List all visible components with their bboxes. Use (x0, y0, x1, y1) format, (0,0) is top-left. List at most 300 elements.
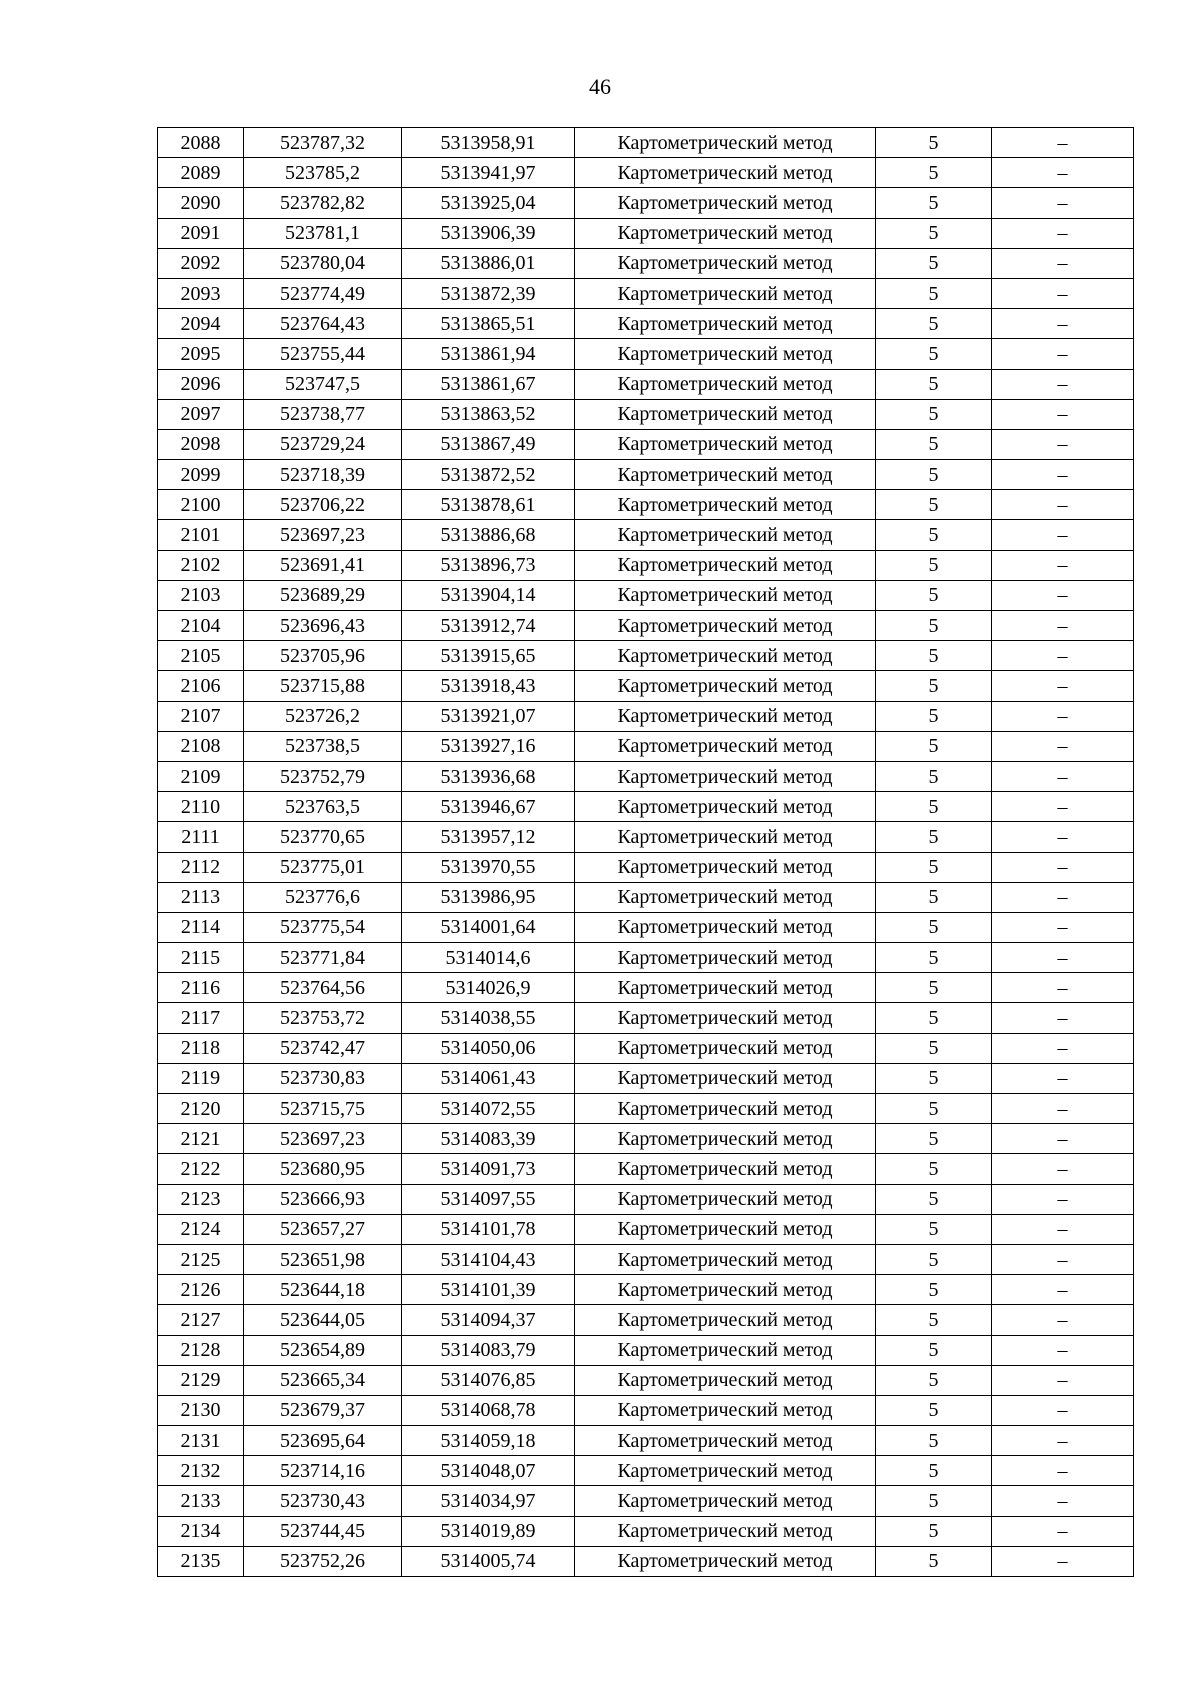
method-cell: Картометрический метод (575, 1184, 876, 1214)
table-row (158, 1365, 1134, 1395)
description-cell: – (992, 429, 1134, 459)
x-coordinate-cell: 523764,56 (244, 973, 402, 1003)
method-cell: Картометрический метод (575, 1003, 876, 1033)
method-cell: Картометрический метод (575, 1305, 876, 1335)
point-number-cell: 2104 (158, 611, 244, 641)
x-coordinate-cell: 523763,5 (244, 792, 402, 822)
point-number-cell: 2106 (158, 671, 244, 701)
point-number-cell: 2111 (158, 822, 244, 852)
point-number-cell: 2091 (158, 218, 244, 248)
y-coordinate-cell: 5313946,67 (402, 792, 575, 822)
accuracy-cell: 5 (876, 550, 992, 580)
point-number-cell: 2108 (158, 731, 244, 761)
accuracy-cell: 5 (876, 248, 992, 278)
method-cell: Картометрический метод (575, 429, 876, 459)
y-coordinate-cell: 5314072,55 (402, 1094, 575, 1124)
table-row (158, 1516, 1134, 1546)
method-cell: Картометрический метод (575, 1063, 876, 1093)
y-coordinate-cell: 5313921,07 (402, 701, 575, 731)
y-coordinate-cell: 5314083,39 (402, 1124, 575, 1154)
accuracy-cell: 5 (876, 339, 992, 369)
table-row (158, 1154, 1134, 1184)
description-cell: – (992, 1094, 1134, 1124)
point-number-cell: 2089 (158, 158, 244, 188)
accuracy-cell: 5 (876, 761, 992, 791)
accuracy-cell: 5 (876, 1365, 992, 1395)
description-cell: – (992, 671, 1134, 701)
description-cell: – (992, 761, 1134, 791)
accuracy-cell: 5 (876, 1335, 992, 1365)
y-coordinate-cell: 5314034,97 (402, 1486, 575, 1516)
x-coordinate-cell: 523726,2 (244, 701, 402, 731)
x-coordinate-cell: 523679,37 (244, 1395, 402, 1425)
method-cell: Картометрический метод (575, 973, 876, 1003)
point-number-cell: 2100 (158, 490, 244, 520)
x-coordinate-cell: 523665,34 (244, 1365, 402, 1395)
accuracy-cell: 5 (876, 460, 992, 490)
description-cell: – (992, 128, 1134, 158)
method-cell: Картометрический метод (575, 731, 876, 761)
y-coordinate-cell: 5314094,37 (402, 1305, 575, 1335)
y-coordinate-cell: 5314001,64 (402, 912, 575, 942)
description-cell: – (992, 399, 1134, 429)
table-row (158, 1486, 1134, 1516)
point-number-cell: 2122 (158, 1154, 244, 1184)
x-coordinate-cell: 523657,27 (244, 1214, 402, 1244)
point-number-cell: 2096 (158, 369, 244, 399)
x-coordinate-cell: 523771,84 (244, 943, 402, 973)
y-coordinate-cell: 5314101,78 (402, 1214, 575, 1244)
description-cell: – (992, 731, 1134, 761)
accuracy-cell: 5 (876, 580, 992, 610)
accuracy-cell: 5 (876, 188, 992, 218)
method-cell: Картометрический метод (575, 309, 876, 339)
y-coordinate-cell: 5314061,43 (402, 1063, 575, 1093)
description-cell: – (992, 248, 1134, 278)
method-cell: Картометрический метод (575, 520, 876, 550)
point-number-cell: 2088 (158, 128, 244, 158)
y-coordinate-cell: 5313925,04 (402, 188, 575, 218)
method-cell: Картометрический метод (575, 822, 876, 852)
x-coordinate-cell: 523738,77 (244, 399, 402, 429)
description-cell: – (992, 1244, 1134, 1274)
accuracy-cell: 5 (876, 1244, 992, 1274)
method-cell: Картометрический метод (575, 1546, 876, 1576)
x-coordinate-cell: 523730,43 (244, 1486, 402, 1516)
accuracy-cell: 5 (876, 882, 992, 912)
accuracy-cell: 5 (876, 218, 992, 248)
y-coordinate-cell: 5314048,07 (402, 1456, 575, 1486)
accuracy-cell: 5 (876, 973, 992, 1003)
accuracy-cell: 5 (876, 1094, 992, 1124)
y-coordinate-cell: 5313918,43 (402, 671, 575, 701)
point-number-cell: 2123 (158, 1184, 244, 1214)
coordinates-table-body (158, 128, 1134, 1577)
accuracy-cell: 5 (876, 1275, 992, 1305)
description-cell: – (992, 369, 1134, 399)
table-row (158, 912, 1134, 942)
accuracy-cell: 5 (876, 429, 992, 459)
point-number-cell: 2129 (158, 1365, 244, 1395)
table-row (158, 460, 1134, 490)
table-row (158, 641, 1134, 671)
table-row (158, 671, 1134, 701)
table-row (158, 248, 1134, 278)
table-row (158, 852, 1134, 882)
x-coordinate-cell: 523752,26 (244, 1546, 402, 1576)
accuracy-cell: 5 (876, 158, 992, 188)
y-coordinate-cell: 5314101,39 (402, 1275, 575, 1305)
accuracy-cell: 5 (876, 1395, 992, 1425)
description-cell: – (992, 490, 1134, 520)
method-cell: Картометрический метод (575, 852, 876, 882)
table-row (158, 1456, 1134, 1486)
y-coordinate-cell: 5314019,89 (402, 1516, 575, 1546)
table-row (158, 822, 1134, 852)
table-row (158, 429, 1134, 459)
y-coordinate-cell: 5314005,74 (402, 1546, 575, 1576)
x-coordinate-cell: 523747,5 (244, 369, 402, 399)
point-number-cell: 2109 (158, 761, 244, 791)
table-row (158, 128, 1134, 158)
y-coordinate-cell: 5314059,18 (402, 1426, 575, 1456)
point-number-cell: 2135 (158, 1546, 244, 1576)
table-row (158, 1244, 1134, 1274)
y-coordinate-cell: 5313927,16 (402, 731, 575, 761)
accuracy-cell: 5 (876, 943, 992, 973)
x-coordinate-cell: 523715,88 (244, 671, 402, 701)
method-cell: Картометрический метод (575, 761, 876, 791)
table-row (158, 490, 1134, 520)
description-cell: – (992, 580, 1134, 610)
method-cell: Картометрический метод (575, 1154, 876, 1184)
description-cell: – (992, 792, 1134, 822)
accuracy-cell: 5 (876, 1516, 992, 1546)
accuracy-cell: 5 (876, 520, 992, 550)
y-coordinate-cell: 5313886,68 (402, 520, 575, 550)
method-cell: Картометрический метод (575, 1094, 876, 1124)
y-coordinate-cell: 5313878,61 (402, 490, 575, 520)
point-number-cell: 2114 (158, 912, 244, 942)
description-cell: – (992, 1275, 1134, 1305)
method-cell: Картометрический метод (575, 1214, 876, 1244)
point-number-cell: 2112 (158, 852, 244, 882)
table-row (158, 1214, 1134, 1244)
y-coordinate-cell: 5314038,55 (402, 1003, 575, 1033)
method-cell: Картометрический метод (575, 912, 876, 942)
accuracy-cell: 5 (876, 1124, 992, 1154)
point-number-cell: 2128 (158, 1335, 244, 1365)
description-cell: – (992, 1154, 1134, 1184)
point-number-cell: 2119 (158, 1063, 244, 1093)
accuracy-cell: 5 (876, 128, 992, 158)
table-row (158, 1094, 1134, 1124)
method-cell: Картометрический метод (575, 1335, 876, 1365)
table-row (158, 399, 1134, 429)
accuracy-cell: 5 (876, 792, 992, 822)
method-cell: Картометрический метод (575, 218, 876, 248)
x-coordinate-cell: 523718,39 (244, 460, 402, 490)
description-cell: – (992, 1395, 1134, 1425)
method-cell: Картометрический метод (575, 339, 876, 369)
description-cell: – (992, 1214, 1134, 1244)
y-coordinate-cell: 5313872,52 (402, 460, 575, 490)
method-cell: Картометрический метод (575, 188, 876, 218)
description-cell: – (992, 1516, 1134, 1546)
table-row (158, 550, 1134, 580)
method-cell: Картометрический метод (575, 1456, 876, 1486)
table-row (158, 1335, 1134, 1365)
method-cell: Картометрический метод (575, 1124, 876, 1154)
method-cell: Картометрический метод (575, 1365, 876, 1395)
accuracy-cell: 5 (876, 852, 992, 882)
x-coordinate-cell: 523776,6 (244, 882, 402, 912)
table-row (158, 701, 1134, 731)
table-row (158, 1395, 1134, 1425)
point-number-cell: 2097 (158, 399, 244, 429)
accuracy-cell: 5 (876, 1214, 992, 1244)
table-row (158, 520, 1134, 550)
x-coordinate-cell: 523774,49 (244, 278, 402, 308)
method-cell: Картометрический метод (575, 158, 876, 188)
x-coordinate-cell: 523680,95 (244, 1154, 402, 1184)
point-number-cell: 2102 (158, 550, 244, 580)
y-coordinate-cell: 5313867,49 (402, 429, 575, 459)
description-cell: – (992, 943, 1134, 973)
method-cell: Картометрический метод (575, 1244, 876, 1274)
point-number-cell: 2115 (158, 943, 244, 973)
point-number-cell: 2094 (158, 309, 244, 339)
description-cell: – (992, 550, 1134, 580)
method-cell: Картометрический метод (575, 671, 876, 701)
x-coordinate-cell: 523705,96 (244, 641, 402, 671)
accuracy-cell: 5 (876, 1033, 992, 1063)
y-coordinate-cell: 5313861,67 (402, 369, 575, 399)
accuracy-cell: 5 (876, 611, 992, 641)
point-number-cell: 2095 (158, 339, 244, 369)
point-number-cell: 2117 (158, 1003, 244, 1033)
method-cell: Картометрический метод (575, 1395, 876, 1425)
method-cell: Картометрический метод (575, 490, 876, 520)
x-coordinate-cell: 523651,98 (244, 1244, 402, 1274)
y-coordinate-cell: 5314050,06 (402, 1033, 575, 1063)
description-cell: – (992, 912, 1134, 942)
accuracy-cell: 5 (876, 1003, 992, 1033)
x-coordinate-cell: 523781,1 (244, 218, 402, 248)
point-number-cell: 2131 (158, 1426, 244, 1456)
table-row (158, 188, 1134, 218)
table-row (158, 761, 1134, 791)
description-cell: – (992, 1003, 1134, 1033)
method-cell: Картометрический метод (575, 1275, 876, 1305)
method-cell: Картометрический метод (575, 278, 876, 308)
description-cell: – (992, 1486, 1134, 1516)
y-coordinate-cell: 5313936,68 (402, 761, 575, 791)
x-coordinate-cell: 523697,23 (244, 520, 402, 550)
point-number-cell: 2103 (158, 580, 244, 610)
table-row (158, 218, 1134, 248)
description-cell: – (992, 1305, 1134, 1335)
point-number-cell: 2105 (158, 641, 244, 671)
description-cell: – (992, 882, 1134, 912)
method-cell: Картометрический метод (575, 1516, 876, 1546)
method-cell: Картометрический метод (575, 943, 876, 973)
point-number-cell: 2132 (158, 1456, 244, 1486)
accuracy-cell: 5 (876, 1546, 992, 1576)
point-number-cell: 2098 (158, 429, 244, 459)
accuracy-cell: 5 (876, 1486, 992, 1516)
table-row (158, 580, 1134, 610)
method-cell: Картометрический метод (575, 611, 876, 641)
description-cell: – (992, 309, 1134, 339)
accuracy-cell: 5 (876, 399, 992, 429)
description-cell: – (992, 641, 1134, 671)
description-cell: – (992, 1184, 1134, 1214)
point-number-cell: 2124 (158, 1214, 244, 1244)
accuracy-cell: 5 (876, 1305, 992, 1335)
x-coordinate-cell: 523644,18 (244, 1275, 402, 1305)
point-number-cell: 2110 (158, 792, 244, 822)
x-coordinate-cell: 523770,65 (244, 822, 402, 852)
point-number-cell: 2093 (158, 278, 244, 308)
y-coordinate-cell: 5313872,39 (402, 278, 575, 308)
table-row (158, 1305, 1134, 1335)
x-coordinate-cell: 523715,75 (244, 1094, 402, 1124)
description-cell: – (992, 278, 1134, 308)
description-cell: – (992, 973, 1134, 1003)
page-number: 46 (589, 74, 611, 99)
y-coordinate-cell: 5314026,9 (402, 973, 575, 1003)
table-row (158, 973, 1134, 1003)
point-number-cell: 2118 (158, 1033, 244, 1063)
table-row (158, 611, 1134, 641)
accuracy-cell: 5 (876, 912, 992, 942)
description-cell: – (992, 852, 1134, 882)
point-number-cell: 2130 (158, 1395, 244, 1425)
point-number-cell: 2125 (158, 1244, 244, 1274)
x-coordinate-cell: 523706,22 (244, 490, 402, 520)
method-cell: Картометрический метод (575, 580, 876, 610)
x-coordinate-cell: 523654,89 (244, 1335, 402, 1365)
table-row (158, 1426, 1134, 1456)
method-cell: Картометрический метод (575, 1486, 876, 1516)
method-cell: Картометрический метод (575, 248, 876, 278)
description-cell: – (992, 339, 1134, 369)
point-number-cell: 2099 (158, 460, 244, 490)
x-coordinate-cell: 523752,79 (244, 761, 402, 791)
table-row (158, 1063, 1134, 1093)
point-number-cell: 2107 (158, 701, 244, 731)
y-coordinate-cell: 5314083,79 (402, 1335, 575, 1365)
table-row (158, 158, 1134, 188)
accuracy-cell: 5 (876, 731, 992, 761)
accuracy-cell: 5 (876, 641, 992, 671)
y-coordinate-cell: 5313941,97 (402, 158, 575, 188)
table-row (158, 792, 1134, 822)
accuracy-cell: 5 (876, 701, 992, 731)
description-cell: – (992, 611, 1134, 641)
description-cell: – (992, 158, 1134, 188)
description-cell: – (992, 1063, 1134, 1093)
table-row (158, 882, 1134, 912)
y-coordinate-cell: 5313986,95 (402, 882, 575, 912)
x-coordinate-cell: 523730,83 (244, 1063, 402, 1093)
description-cell: – (992, 218, 1134, 248)
y-coordinate-cell: 5313958,91 (402, 128, 575, 158)
table-row (158, 278, 1134, 308)
method-cell: Картометрический метод (575, 641, 876, 671)
x-coordinate-cell: 523785,2 (244, 158, 402, 188)
accuracy-cell: 5 (876, 369, 992, 399)
point-number-cell: 2127 (158, 1305, 244, 1335)
y-coordinate-cell: 5314068,78 (402, 1395, 575, 1425)
accuracy-cell: 5 (876, 309, 992, 339)
method-cell: Картометрический метод (575, 369, 876, 399)
point-number-cell: 2116 (158, 973, 244, 1003)
y-coordinate-cell: 5313904,14 (402, 580, 575, 610)
x-coordinate-cell: 523697,23 (244, 1124, 402, 1154)
x-coordinate-cell: 523780,04 (244, 248, 402, 278)
accuracy-cell: 5 (876, 1154, 992, 1184)
description-cell: – (992, 1546, 1134, 1576)
accuracy-cell: 5 (876, 278, 992, 308)
table-row (158, 339, 1134, 369)
accuracy-cell: 5 (876, 490, 992, 520)
accuracy-cell: 5 (876, 1063, 992, 1093)
method-cell: Картометрический метод (575, 882, 876, 912)
method-cell: Картометрический метод (575, 1426, 876, 1456)
x-coordinate-cell: 523696,43 (244, 611, 402, 641)
y-coordinate-cell: 5314014,6 (402, 943, 575, 973)
table-row (158, 1275, 1134, 1305)
x-coordinate-cell: 523666,93 (244, 1184, 402, 1214)
y-coordinate-cell: 5313906,39 (402, 218, 575, 248)
description-cell: – (992, 822, 1134, 852)
y-coordinate-cell: 5313896,73 (402, 550, 575, 580)
x-coordinate-cell: 523787,32 (244, 128, 402, 158)
x-coordinate-cell: 523775,54 (244, 912, 402, 942)
method-cell: Картометрический метод (575, 1033, 876, 1063)
description-cell: – (992, 188, 1134, 218)
point-number-cell: 2101 (158, 520, 244, 550)
table-row (158, 1124, 1134, 1154)
accuracy-cell: 5 (876, 671, 992, 701)
description-cell: – (992, 701, 1134, 731)
x-coordinate-cell: 523691,41 (244, 550, 402, 580)
point-number-cell: 2134 (158, 1516, 244, 1546)
x-coordinate-cell: 523755,44 (244, 339, 402, 369)
method-cell: Картометрический метод (575, 399, 876, 429)
point-number-cell: 2133 (158, 1486, 244, 1516)
description-cell: – (992, 1426, 1134, 1456)
y-coordinate-cell: 5313865,51 (402, 309, 575, 339)
y-coordinate-cell: 5314091,73 (402, 1154, 575, 1184)
point-number-cell: 2120 (158, 1094, 244, 1124)
description-cell: – (992, 1033, 1134, 1063)
point-number-cell: 2121 (158, 1124, 244, 1154)
accuracy-cell: 5 (876, 1456, 992, 1486)
table-row (158, 1003, 1134, 1033)
y-coordinate-cell: 5313957,12 (402, 822, 575, 852)
coordinates-table (157, 127, 1134, 1577)
point-number-cell: 2090 (158, 188, 244, 218)
y-coordinate-cell: 5313861,94 (402, 339, 575, 369)
description-cell: – (992, 460, 1134, 490)
table-row (158, 309, 1134, 339)
y-coordinate-cell: 5313886,01 (402, 248, 575, 278)
y-coordinate-cell: 5313912,74 (402, 611, 575, 641)
y-coordinate-cell: 5313915,65 (402, 641, 575, 671)
